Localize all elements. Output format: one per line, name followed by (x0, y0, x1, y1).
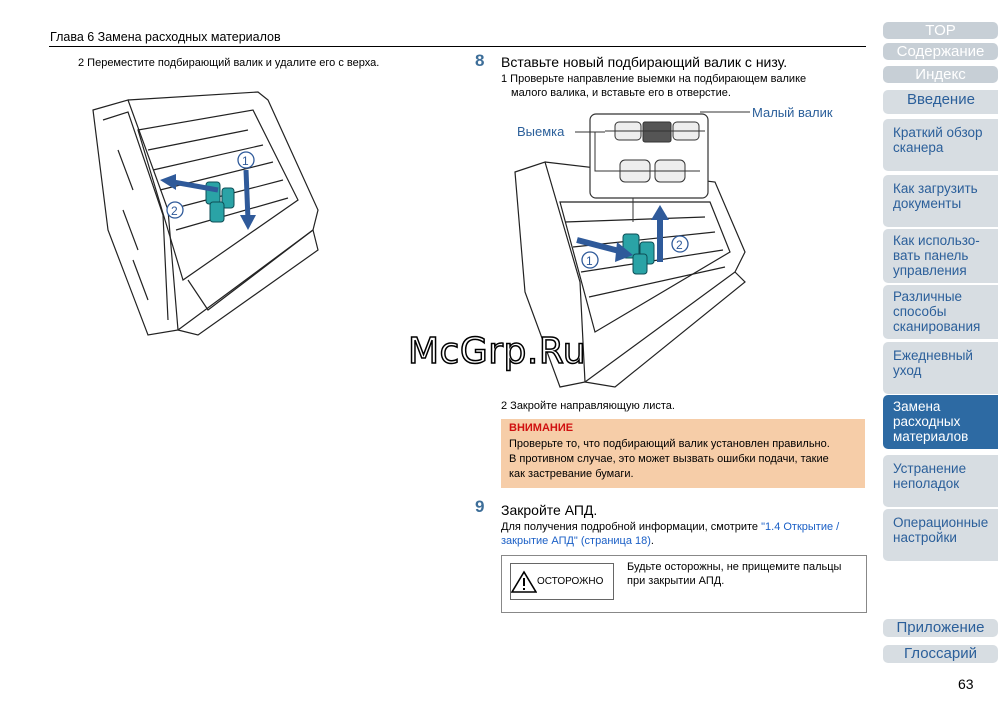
step-8-substep-1-line2: малого валика, и вставьте его в отверстие. (511, 87, 731, 99)
nav-top[interactable]: TOP (883, 22, 998, 39)
watermark-part2: .Ru (526, 331, 587, 372)
nav-panel-line2: вать панель (893, 248, 969, 263)
warning-title: ВНИМАНИЕ (509, 422, 574, 434)
nav-replace-line2: расходных (893, 414, 961, 429)
nav-scanning[interactable] (883, 285, 998, 339)
nav-loading-line1: Как загрузить (893, 181, 978, 196)
nav-trouble[interactable] (883, 455, 998, 507)
nav-loading-line2: документы (893, 196, 962, 211)
caution-text (627, 560, 862, 588)
nav-scanning-line1: Различные (893, 289, 963, 304)
nav-trouble-line1: Устранение (893, 461, 967, 476)
watermark (408, 331, 586, 372)
nav-panel-line1: Как использо- (893, 233, 980, 248)
svg-text:1: 1 (242, 154, 249, 168)
nav-replace-line1: Замена (893, 399, 941, 414)
label-notch: Выемка (517, 124, 565, 139)
caution-box (501, 555, 867, 613)
svg-text:2: 2 (676, 238, 683, 252)
step-9-info (501, 520, 871, 548)
nav-panel[interactable] (883, 229, 998, 283)
nav-loading[interactable] (883, 175, 998, 227)
watermark-part1: McGrp (408, 331, 527, 372)
nav-settings-line1: Операционные (893, 515, 989, 530)
step-9-info-prefix: Для получения подробной информации, смотрите (501, 521, 762, 533)
warning-line-3: как застревание бумаги. (509, 468, 634, 480)
nav-index[interactable]: Индекс (883, 66, 998, 83)
step-8-number: 8 (475, 51, 485, 70)
nav-appendix[interactable]: Приложение (883, 619, 998, 637)
caution-label: ОСТОРОЖНО (537, 576, 604, 587)
caution-line-2: при закрытии АПД. (627, 575, 725, 587)
nav-glossary[interactable]: Глоссарий (883, 645, 998, 663)
scanner-remove-illustration (88, 90, 328, 340)
header-rule (49, 46, 866, 47)
nav-overview-line2: сканера (893, 140, 944, 155)
nav-replace-line3: материалов (893, 429, 969, 444)
label-small-roller: Малый валик (752, 105, 833, 120)
warning-body (509, 437, 859, 482)
warning-triangle-icon (511, 570, 537, 594)
nav-care[interactable] (883, 342, 998, 394)
nav-intro[interactable]: Введение (883, 90, 998, 114)
page-number: 63 (958, 676, 974, 692)
step-8-substep-1-line1: 1 Проверьте направление выемки на подбирающем валике (501, 73, 807, 85)
link-open-close-adf-line2[interactable]: закрытие АПД" (страница 18) (501, 535, 651, 547)
nav-replace-active[interactable] (883, 395, 998, 449)
link-open-close-adf-line1[interactable]: "1.4 Открытие / (761, 521, 840, 533)
nav-care-line2: уход (893, 363, 922, 378)
nav-settings-line2: настройки (893, 530, 957, 545)
nav-care-line1: Ежедневный (893, 348, 973, 363)
substep-2-remove: 2 Переместите подбирающий валик и удалите его с верха. (78, 57, 380, 69)
step-8-substep-2: 2 Закройте направляющую листа. (501, 400, 675, 412)
nav-settings[interactable] (883, 509, 998, 561)
chapter-title: Глава 6 Замена расходных материалов (50, 30, 281, 44)
nav-scanning-line3: сканирования (893, 319, 981, 334)
svg-text:2: 2 (171, 204, 178, 218)
nav-trouble-line2: неполадок (893, 476, 960, 491)
step-9-number: 9 (475, 497, 485, 516)
warning-line-2: В противном случае, это может вызвать ошибки подачи, такие (509, 453, 829, 465)
nav-scanning-line2: способы (893, 304, 947, 319)
warning-box (501, 419, 865, 488)
svg-text:1: 1 (586, 254, 593, 268)
caution-label-box (510, 563, 614, 600)
nav-overview[interactable] (883, 119, 998, 171)
warning-line-1: Проверьте то, что подбирающий валик установлен правильно. (509, 438, 830, 450)
step-8-title: Вставьте новый подбирающий валик с низу. (501, 54, 788, 70)
step-9-info-suffix: . (650, 535, 654, 547)
nav-overview-line1: Краткий обзор (893, 125, 983, 140)
nav-contents[interactable]: Содержание (883, 43, 998, 60)
nav-panel-line3: управления (893, 263, 967, 278)
caution-line-1: Будьте осторожны, не прищемите пальцы (627, 561, 842, 573)
step-9-title: Закройте АПД. (501, 502, 598, 518)
